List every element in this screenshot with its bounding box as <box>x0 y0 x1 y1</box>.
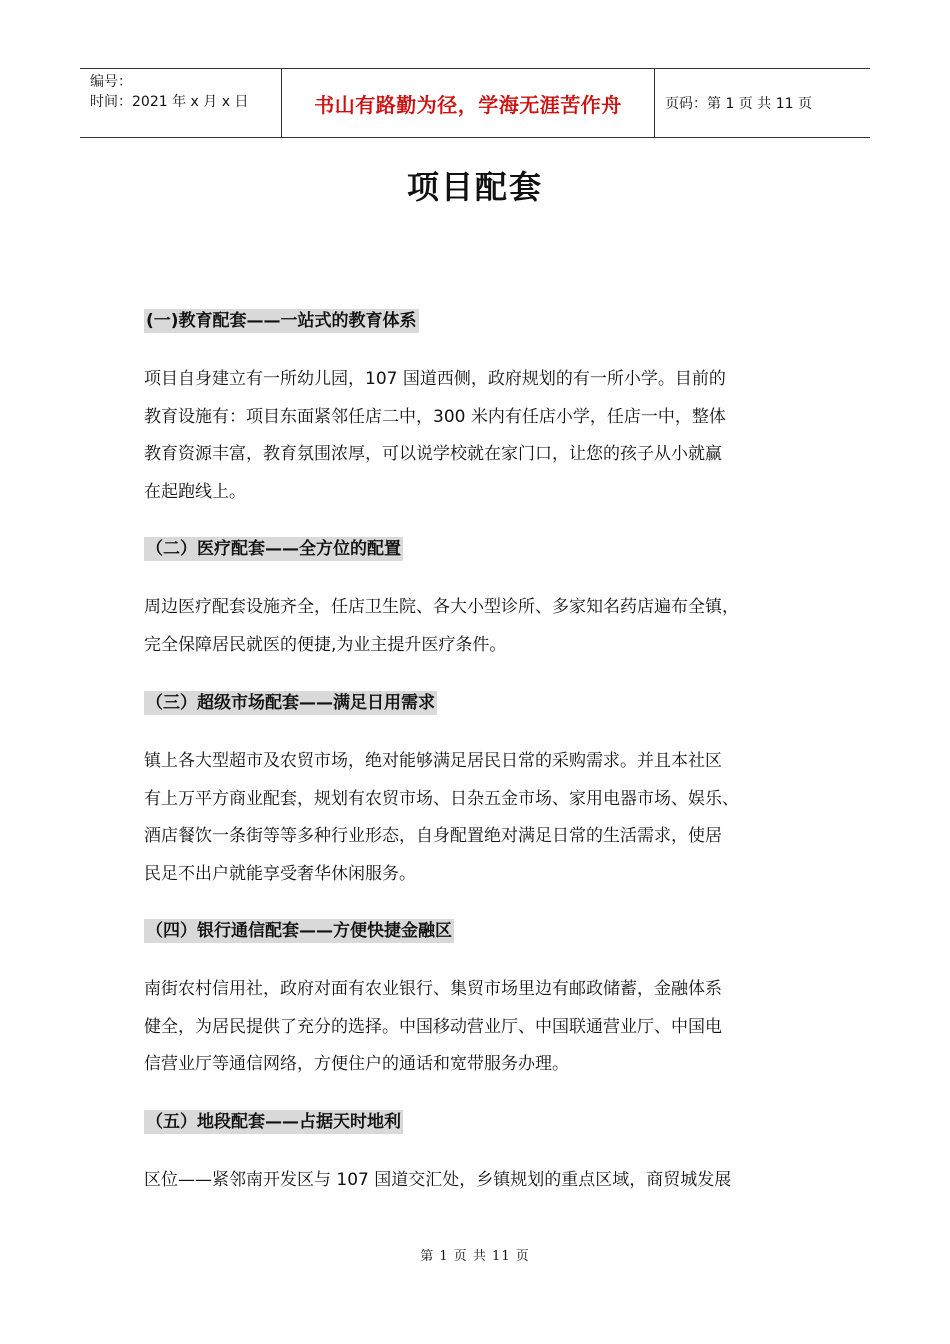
section-heading-supermarket: （三）超级市场配套——满足日用需求 <box>146 693 435 713</box>
header-motto: 书山有路勤为径，学海无涯苦作舟 <box>282 69 655 137</box>
paragraph-line: 完全保障居民就医的便捷,为业主提升医疗条件。 <box>144 634 507 655</box>
section-body-location <box>144 1162 824 1200</box>
paragraph-line: 南街农村信用社，政府对面有农业银行、集贸市场里边有邮政储蓄，金融体系 <box>144 979 722 999</box>
paragraph-line: 教育资源丰富，教育氛围浓厚，可以说学校就在家门口，让您的孩子从小就赢 <box>144 444 722 464</box>
document-number-label: 编号： <box>90 74 132 90</box>
paragraph-line: 有上万平方商业配套，规划有农贸市场、日杂五金市场、家用电器市场、娱乐、 <box>144 788 739 809</box>
paragraph-line: 健全，为居民提供了充分的选择。中国移动营业厅、中国联通营业厅、中国电 <box>144 1016 722 1037</box>
paragraph-line: 项目自身建立有一所幼儿园，107 国道西侧，政府规划的有一所小学。目前的 <box>144 369 726 389</box>
page-title: 项目配套 <box>406 168 543 206</box>
paragraph-line: 镇上各大型超市及农贸市场，绝对能够满足居民日常的采购需求。并且本社区 <box>144 751 722 771</box>
section-body-education <box>144 361 824 511</box>
paragraph-line: 民足不出户就能享受奢华休闲服务。 <box>144 863 416 884</box>
paragraph-line: 酒店餐饮一条街等等多种行业形态，自身配置绝对满足日常的生活需求，使居 <box>144 826 722 846</box>
section-body-medical <box>144 589 824 664</box>
section-heading-banking: （四）银行通信配套——方便快捷金融区 <box>146 921 452 941</box>
page-footer: 第 1 页 共 11 页 <box>420 1249 530 1264</box>
page-header <box>80 68 870 138</box>
paragraph-line: 信营业厅等通信网络，方便住户的通话和宽带服务办理。 <box>144 1054 569 1074</box>
header-page-info: 页码：第 1 页 共 11 页 <box>665 96 812 112</box>
section-heading-location: （五）地段配套——占据天时地利 <box>146 1112 401 1132</box>
paragraph-line: 周边医疗配套设施齐全，任店卫生院、各大小型诊所、多家知名药店遍布全镇， <box>144 597 739 617</box>
header-meta <box>80 69 282 137</box>
document-date: 时间：2021 年 x 月 x 日 <box>90 94 249 110</box>
section-body-supermarket <box>144 743 824 893</box>
section-heading-education: (一)教育配套——一站式的教育体系 <box>146 311 417 331</box>
paragraph-line: 区位——紧邻南开发区与 107 国道交汇处，乡镇规划的重点区域，商贸城发展 <box>144 1170 732 1190</box>
section-heading-medical: （二）医疗配套——全方位的配置 <box>146 539 401 559</box>
paragraph-line: 在起跑线上。 <box>144 481 246 502</box>
paragraph-line: 教育设施有：项目东面紧邻任店二中，300 米内有任店小学，任店一中，整体 <box>144 406 726 427</box>
section-body-banking <box>144 971 824 1084</box>
